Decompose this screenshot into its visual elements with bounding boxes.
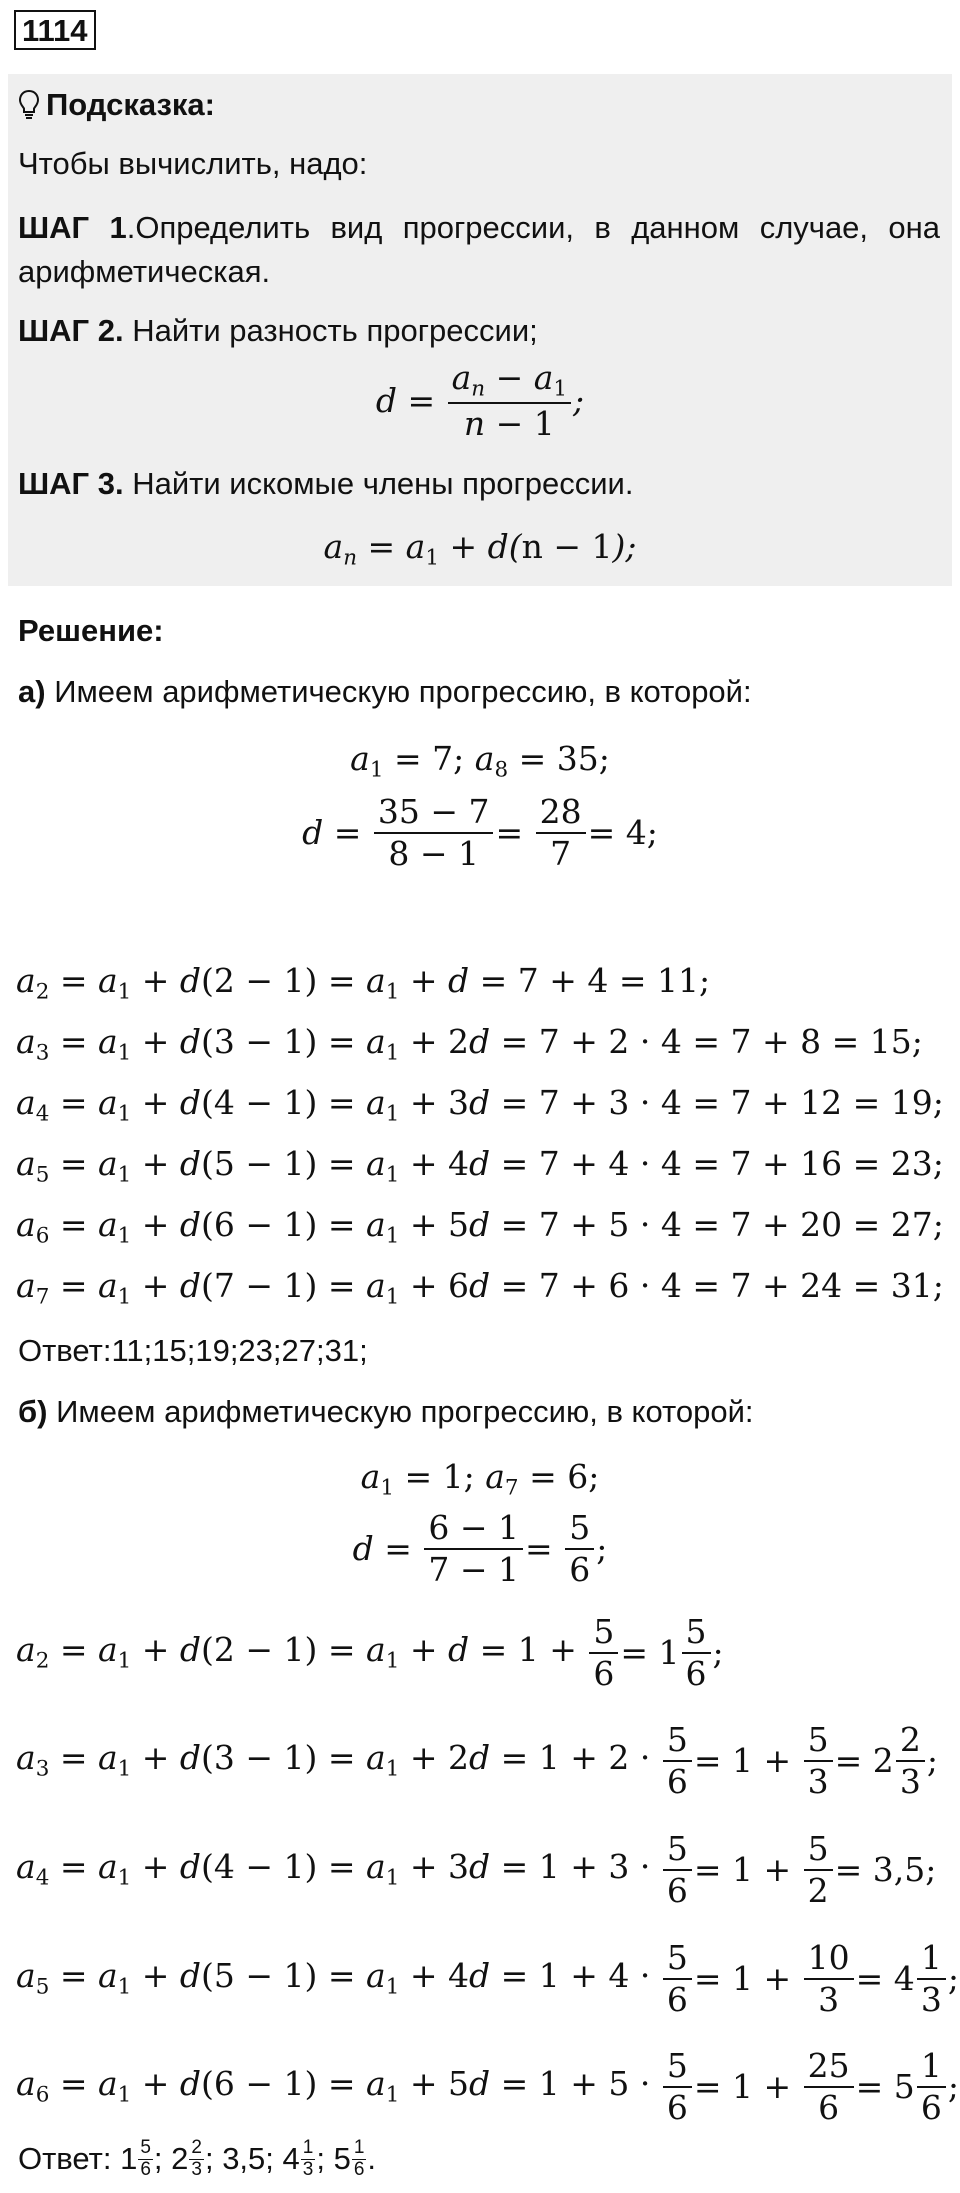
part-a-line-a6: $a_6 = a_1 + d(6 - 1) = a_1 + 5d = 7 + 5 \cdot 4 = 7 + 20 = 27$;: [16, 1205, 944, 1249]
part-a-answer: Ответ:11;15;19;23;27;31;: [18, 1333, 368, 1368]
part-b-answer-label: Ответ:: [18, 2141, 112, 2177]
lightbulb-icon: [18, 89, 40, 129]
part-a-line-a7: $a_7 = a_1 + d(7 - 1) = a_1 + 6d = 7 + 6 \cdot 4 = 7 + 24 = 31$;: [16, 1266, 944, 1310]
part-a-line-a5: $a_5 = a_1 + d(5 - 1) = a_1 + 4d = 7 + 4 \cdot 4 = 7 + 16 = 23$;: [16, 1144, 944, 1188]
hint-step3: [18, 465, 634, 504]
solution-title: Решение:: [18, 613, 164, 648]
part-a-line-a4: $a_4 = a_1 + d(4 - 1) = a_1 + 3d = 7 + 3 \cdot 4 = 7 + 12 = 19$;: [16, 1083, 944, 1127]
part-b-line-a5: $a_5 = a_1 + d(5 - 1) = a_1 + 4d = 1 + 4$ · $\frac{5}{6}$ = 1 + $\frac{10}{3}$ = 4 $\frac{1}{3}$ ;: [16, 1938, 959, 2019]
hint-title-row: [18, 86, 215, 129]
part-a-label: а): [18, 674, 46, 709]
hint-intro: Чтобы вычислить, надо:: [18, 146, 368, 181]
task-number: 1114: [14, 10, 96, 50]
part-b-line-a2: $a_2 = a_1 + d(2 - 1) = a_1 + d = 1$ + $\frac{5}{6}$ = 1 $\frac{5}{6}$ ;: [16, 1612, 724, 1693]
part-a-text: Имеем арифметическую прогрессию, в которой:: [45, 674, 752, 709]
step2-label: ШАГ 2.: [18, 313, 124, 348]
part-b-d-calc: d = $\frac{6 - 1}{7 - 1}$ = $\frac{5}{6}$ ;: [352, 1508, 608, 1589]
formula-an: $a_n = a_1 + d(n - 1)$;: [323, 527, 637, 571]
hint-step2: [18, 312, 538, 351]
formula-d: d = $\frac{a_n - a_1}{n - 1}$ ;: [375, 358, 585, 444]
part-a-line-a3: $a_3 = a_1 + d(3 - 1) = a_1 + 2d = 7 + 2 \cdot 4 = 7 + 8 = 15$;: [16, 1022, 923, 1066]
part-a-d-calc: d = $\frac{35 - 7}{8 - 1}$ = $\frac{28}{7}$ = 4;: [302, 792, 658, 873]
part-b-line-a6: $a_6 = a_1 + d(6 - 1) = a_1 + 5d = 1 + 5$ · $\frac{5}{6}$ = 1 + $\frac{25}{6}$ = 5 $\frac{1}{6}$ ;: [16, 2046, 959, 2127]
hint-step1: [18, 206, 940, 294]
part-b-given: $a_1 = 1$; $a_7 = 6$;: [360, 1457, 600, 1501]
step1-label: ШАГ 1: [18, 210, 127, 245]
part-a-heading: [18, 673, 752, 712]
step3-label: ШАГ 3.: [18, 466, 124, 501]
part-b-answer: Ответ: 1 $\frac{5}{6}$ ; 2 $\frac{2}{3}$ ; 3,5; 4 $\frac{1}{3}$ ; 5 $\frac{1}{6}$ .: [18, 2137, 377, 2180]
step1-text: .Определить вид прогрессии, в данном случае, она арифметическая.: [18, 210, 941, 289]
part-b-label: б): [18, 1394, 48, 1429]
part-b-heading: [18, 1393, 754, 1432]
hint-title: Подсказка:: [46, 87, 215, 122]
part-b-text: Имеем арифметическую прогрессию, в которой:: [47, 1394, 754, 1429]
part-a-given: $a_1 = 7$; $a_8 = 35$;: [350, 739, 610, 783]
part-b-line-a4: $a_4 = a_1 + d(4 - 1) = a_1 + 3d = 1 + 3$ · $\frac{5}{6}$ = 1 + $\frac{5}{2}$ = 3,5;: [16, 1829, 937, 1910]
part-b-line-a3: $a_3 = a_1 + d(3 - 1) = a_1 + 2d = 1 + 2$ · $\frac{5}{6}$ = 1 + $\frac{5}{3}$ = 2 $\frac{2}{3}$ ;: [16, 1720, 938, 1801]
step3-text: Найти искомые члены прогрессии.: [123, 466, 634, 501]
step2-text: Найти разность прогрессии;: [123, 313, 538, 348]
part-a-line-a2: $a_2 = a_1 + d(2 - 1) = a_1 + d = 7 + 4 = 11$;: [16, 961, 711, 1005]
